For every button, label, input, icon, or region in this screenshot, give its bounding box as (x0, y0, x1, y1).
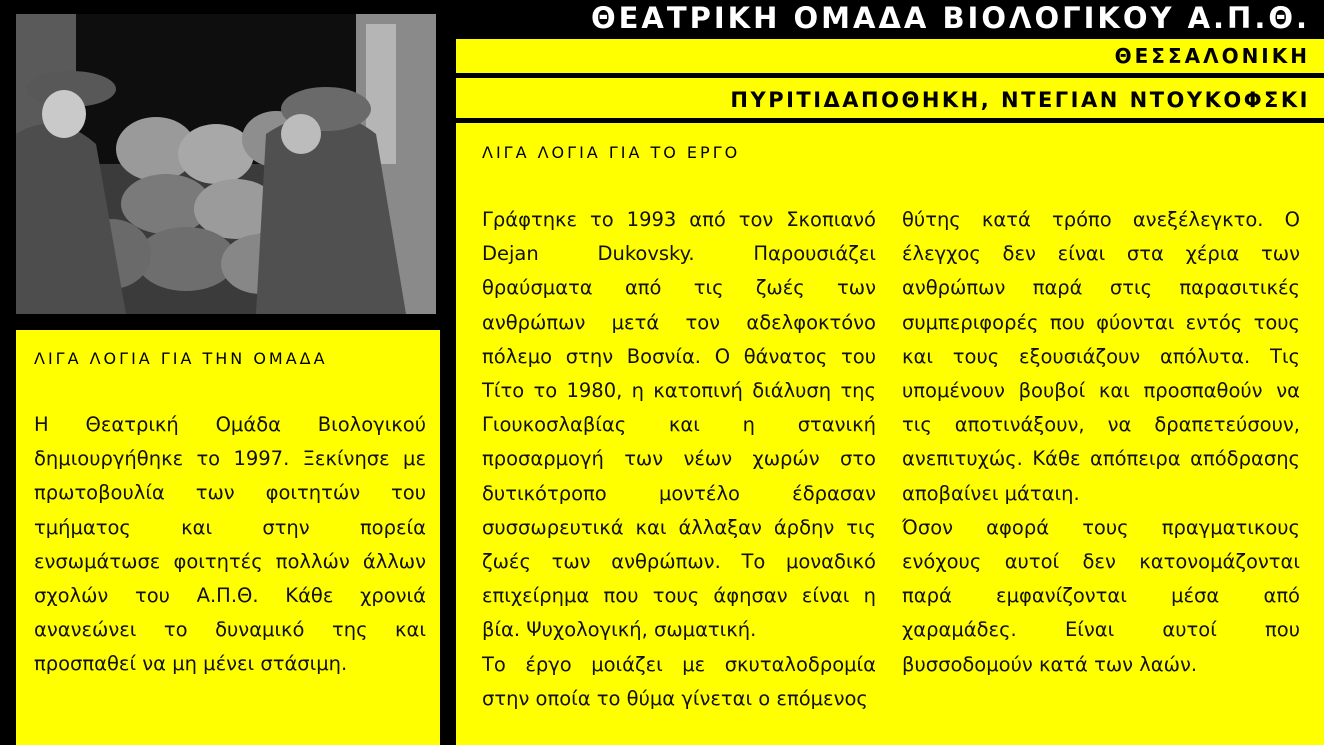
play-text-column-1 (482, 203, 876, 716)
soldiers-photo (16, 14, 436, 314)
photo-soldiers-sandbags-icon (16, 14, 436, 314)
page-title: ΘΕΑΤΡΙΚΗ ΟΜΑΔΑ ΒΙΟΛΟΓΙΚΟΥ Α.Π.Θ. (590, 1, 1310, 35)
play-title-band (456, 78, 1324, 118)
play-info-panel (456, 123, 1324, 745)
play-paragraph-1: Γράφτηκε το 1993 από τον Σκοπιανό Dejan Dukovsky. Παρουσιάζει θραύσματα από τις ζωές των ανθρώπων μετά τον αδελφοκτόνο πόλεμο στην Βοσνία. Ο θάνατος του Τίτο το 1980, η κατοπινή διάλυση της Γιουκοσλαβίας και η στανική προσαρμογή των νέων χωρών στο δυτικότροπο μοντέλο έδρασαν συσσωρευτικά και άλλαξαν άρδην τις ζωές των ανθρώπων. Το μοναδικό επιχείρημα που τους άφησαν είναι η βία. Ψυχολογική, σωματική. (482, 208, 876, 642)
play-title: ΠΥΡΙΤΙΔΑΠΟΘΗΚΗ, ΝΤΕΓΙΑΝ ΝΤΟΥΚΟΦΣΚΙ (730, 88, 1310, 112)
group-section-text: Η Θεατρική Ομάδα Βιολογικού δημιουργήθηκε το 1997. Ξεκίνησε με πρωτοβουλία των φοιτητών του τμήματος και στην πορεία ενσωμάτωσε φοιτητές πολλών άλλων σχολών του Α.Π.Θ. Κάθε χρονιά ανανεώνει το δυναμικό της και προσπαθεί να μη μένει στάσιμη. (34, 413, 426, 676)
group-section-heading: ΛΙΓΑ ΛΟΓΙΑ ΓΙΑ ΤΗΝ ΟΜΑΔΑ (34, 349, 328, 368)
play-section-heading: ΛΙΓΑ ΛΟΓΙΑ ΓΙΑ ΤΟ ΕΡΓΟ (482, 143, 741, 162)
play-paragraph-2: Το έργο μοιάζει με σκυταλοδρομία στην οποία το θύμα γίνεται ο επόμενος (482, 652, 876, 710)
city-label: ΘΕΣΣΑΛΟΝΙΚΗ (1114, 44, 1310, 68)
city-band (456, 39, 1324, 73)
group-info-panel (16, 330, 440, 745)
play-text-column-2 (902, 203, 1300, 682)
play-paragraph-3: θύτης κατά τρόπο ανεξέλεγκτο. Ο έλεγχος δεν είναι στα χέρια των ανθρώπων παρά στις παρασιτικές συμπεριφορές που φύονται εντός τους και τους εξουσιάζουν απόλυτα. Τις υπομένουν βουβοί και προσπαθούν να τις αποτινάξουν, να δραπετεύσουν, ανεπιτυχώς. Κάθε απόπειρα απόδρασης αποβαίνει μάταιη. (902, 208, 1300, 505)
play-paragraph-4: Όσον αφορά τους πραγματικους ενόχους αυτοί δεν κατονομάζονται παρά εμφανίζονται μέσα από χαραμάδες. Είναι αυτοί που βυσσοδομούν κατά των λαών. (902, 515, 1300, 676)
